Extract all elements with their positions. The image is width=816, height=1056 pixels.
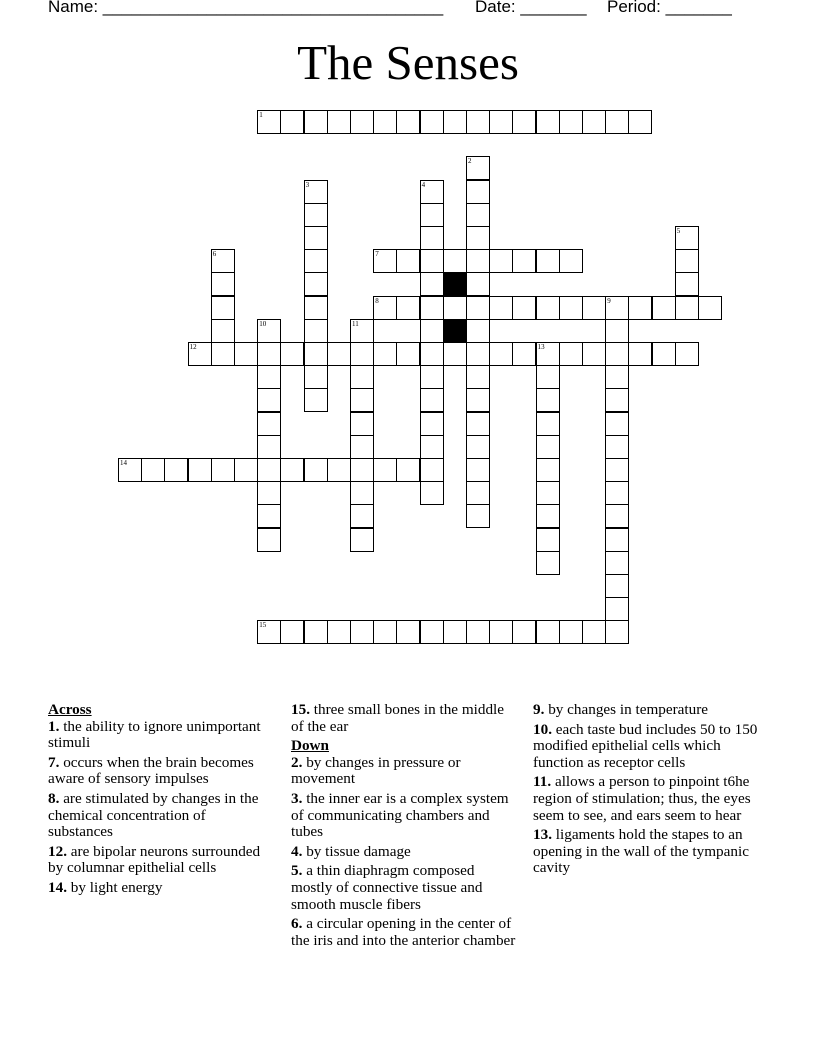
grid-cell[interactable] xyxy=(420,388,444,412)
grid-cell[interactable] xyxy=(466,412,490,436)
grid-cell[interactable] xyxy=(536,481,560,505)
across-heading: Across xyxy=(48,701,92,718)
date-line[interactable]: Date: _______ xyxy=(475,0,587,16)
grid-cell[interactable] xyxy=(536,249,560,273)
grid-cell[interactable] xyxy=(605,110,629,134)
grid-cell[interactable] xyxy=(605,388,629,412)
grid-cell[interactable] xyxy=(536,365,560,389)
grid-cell[interactable] xyxy=(675,342,699,366)
clue-number: 2 xyxy=(468,157,472,166)
grid-cell[interactable] xyxy=(373,458,397,482)
grid-cell[interactable] xyxy=(304,620,328,644)
grid-cell[interactable] xyxy=(466,156,490,180)
grid-cell[interactable] xyxy=(628,342,652,366)
grid-cell[interactable] xyxy=(211,458,235,482)
grid-cell[interactable] xyxy=(582,296,606,320)
grid-cell[interactable] xyxy=(373,342,397,366)
grid-cell[interactable] xyxy=(443,620,467,644)
grid-cell[interactable] xyxy=(466,272,490,296)
grid-cell[interactable] xyxy=(211,249,235,273)
grid-cell[interactable] xyxy=(466,458,490,482)
grid-cell[interactable] xyxy=(350,458,374,482)
grid-cell[interactable] xyxy=(512,342,536,366)
grid-cell[interactable] xyxy=(350,620,374,644)
grid-cell[interactable] xyxy=(466,226,490,250)
grid-cell[interactable] xyxy=(420,226,444,250)
grid-cell[interactable] xyxy=(396,342,420,366)
grid-cell[interactable] xyxy=(211,319,235,343)
grid-cell[interactable] xyxy=(188,342,212,366)
grid-cell[interactable] xyxy=(257,528,281,552)
grid-cell[interactable] xyxy=(675,249,699,273)
page-title: The Senses xyxy=(297,35,519,90)
grid-cell[interactable] xyxy=(466,249,490,273)
grid-cell[interactable] xyxy=(605,412,629,436)
grid-cell[interactable] xyxy=(536,551,560,575)
grid-cell[interactable] xyxy=(304,388,328,412)
clue-number: 4 xyxy=(421,180,426,189)
grid-cell[interactable] xyxy=(443,342,467,366)
blocked-cell xyxy=(443,319,467,343)
clue-down-4: 4. by tissue damage xyxy=(291,842,411,860)
grid-cell[interactable] xyxy=(373,620,397,644)
clue-number: 11 xyxy=(352,319,359,328)
grid-cell[interactable] xyxy=(605,620,629,644)
grid-cell[interactable] xyxy=(559,620,583,644)
grid-cell[interactable] xyxy=(304,203,328,227)
grid-cell[interactable] xyxy=(396,249,420,273)
grid-cell[interactable] xyxy=(536,110,560,134)
grid-cell[interactable] xyxy=(327,342,351,366)
grid-cell[interactable] xyxy=(652,342,676,366)
grid-cell[interactable] xyxy=(489,620,513,644)
grid-cell[interactable] xyxy=(652,296,676,320)
grid-cell[interactable] xyxy=(675,296,699,320)
grid-cell[interactable] xyxy=(443,110,467,134)
grid-cell[interactable] xyxy=(164,458,188,482)
clue-number: 1 xyxy=(259,111,263,119)
grid-cell[interactable] xyxy=(605,458,629,482)
grid-cell[interactable] xyxy=(350,342,374,366)
grid-cell[interactable] xyxy=(304,272,328,296)
clue-across-8: 8. are stimulated by changes in the chemical concentration of substances xyxy=(48,789,259,841)
grid-cell[interactable] xyxy=(466,110,490,134)
grid-cell[interactable] xyxy=(420,110,444,134)
clue-down-6: 6. a circular opening in the center of the iris and into the anterior chamber xyxy=(291,915,516,949)
grid-cell[interactable] xyxy=(559,249,583,273)
grid-cell[interactable] xyxy=(559,342,583,366)
grid-cell[interactable] xyxy=(257,319,281,343)
grid-cell[interactable] xyxy=(675,226,699,250)
grid-cell[interactable] xyxy=(373,296,397,320)
name-line[interactable]: Name: ____________________________________ xyxy=(48,0,444,16)
clue-number: 13 xyxy=(537,343,545,351)
grid-cell[interactable] xyxy=(420,319,444,343)
grid-cell[interactable] xyxy=(257,435,281,459)
grid-cell[interactable] xyxy=(536,342,560,366)
grid-cell[interactable] xyxy=(396,296,420,320)
grid-cell[interactable] xyxy=(350,319,374,343)
grid-cell[interactable] xyxy=(118,458,142,482)
period-line[interactable]: Period: _______ xyxy=(607,0,732,16)
grid-cell[interactable] xyxy=(466,388,490,412)
grid-cell[interactable] xyxy=(350,528,374,552)
grid-cell[interactable] xyxy=(605,504,629,528)
grid-cell[interactable] xyxy=(605,551,629,575)
grid-cell[interactable] xyxy=(304,180,328,204)
clue-number: 15 xyxy=(259,621,267,630)
grid-cell[interactable] xyxy=(466,203,490,227)
grid-cell[interactable] xyxy=(420,620,444,644)
grid-cell[interactable] xyxy=(489,249,513,273)
grid-cell[interactable] xyxy=(512,296,536,320)
clue-number: 12 xyxy=(189,343,197,351)
down-heading: Down xyxy=(291,737,329,755)
clues-column-2 xyxy=(291,702,516,952)
grid-cell[interactable] xyxy=(536,528,560,552)
grid-cell[interactable] xyxy=(327,458,351,482)
grid-cell[interactable] xyxy=(304,458,328,482)
grid-cell[interactable] xyxy=(512,110,536,134)
grid-cell[interactable] xyxy=(536,620,560,644)
grid-cell[interactable] xyxy=(466,296,490,320)
grid-cell[interactable] xyxy=(466,365,490,389)
grid-cell[interactable] xyxy=(420,481,444,505)
grid-cell[interactable] xyxy=(420,249,444,273)
grid-cell[interactable] xyxy=(257,365,281,389)
grid-cell[interactable] xyxy=(466,435,490,459)
grid-cell[interactable] xyxy=(257,504,281,528)
grid-cell[interactable] xyxy=(350,365,374,389)
grid-cell[interactable] xyxy=(396,458,420,482)
grid-cell[interactable] xyxy=(536,458,560,482)
grid-cell[interactable] xyxy=(420,180,444,204)
clue-across-15: 15. three small bones in the middle of the ear xyxy=(291,701,505,735)
grid-cell[interactable] xyxy=(536,296,560,320)
grid-cell[interactable] xyxy=(350,388,374,412)
grid-cell[interactable] xyxy=(280,458,304,482)
grid-cell[interactable] xyxy=(536,435,560,459)
clue-number: 14 xyxy=(120,459,127,467)
grid-cell[interactable] xyxy=(536,504,560,528)
grid-cell[interactable] xyxy=(489,296,513,320)
clue-number: 7 xyxy=(375,250,379,259)
clue-down-9: 9. by changes in temperature xyxy=(533,701,709,718)
grid-cell[interactable] xyxy=(373,110,397,134)
grid-cell[interactable] xyxy=(234,342,258,366)
grid-cell[interactable] xyxy=(536,412,560,436)
grid-cell[interactable] xyxy=(698,296,722,320)
grid-cell[interactable] xyxy=(420,458,444,482)
grid-cell[interactable] xyxy=(141,458,165,482)
grid-cell[interactable] xyxy=(628,110,652,134)
clue-down-5: 5. a thin diaphragm composed mostly of connective tissue and smooth muscle fibers xyxy=(291,862,483,913)
grid-cell[interactable] xyxy=(605,481,629,505)
clue-number: 6 xyxy=(212,250,217,259)
grid-cell[interactable] xyxy=(582,110,606,134)
grid-cell[interactable] xyxy=(420,203,444,227)
grid-cell[interactable] xyxy=(605,528,629,552)
grid-cell[interactable] xyxy=(257,481,281,505)
clue-down-3: 3. the inner ear is a complex system of communicating chambers and tubes xyxy=(291,789,509,841)
grid-cell[interactable] xyxy=(257,412,281,436)
grid-cell[interactable] xyxy=(605,342,629,366)
grid-cell[interactable] xyxy=(536,388,560,412)
clue-number: 3 xyxy=(305,180,310,189)
grid-cell[interactable] xyxy=(211,342,235,366)
grid-cell[interactable] xyxy=(420,435,444,459)
grid-cell[interactable] xyxy=(512,249,536,273)
grid-cell[interactable] xyxy=(605,319,629,343)
grid-cell[interactable] xyxy=(420,412,444,436)
grid-cell[interactable] xyxy=(327,620,351,644)
clue-across-12: 12. are bipolar neurons surrounded by columnar epithelial cells xyxy=(48,842,261,877)
clues-column-1 xyxy=(48,702,273,900)
grid-cell[interactable] xyxy=(257,458,281,482)
clue-number: 10 xyxy=(259,319,267,328)
grid-cell[interactable] xyxy=(628,296,652,320)
grid-cell[interactable] xyxy=(304,296,328,320)
clue-across-7: 7. occurs when the brain becomes aware of sensory impulses xyxy=(48,753,254,788)
grid-cell[interactable] xyxy=(466,504,490,528)
grid-cell[interactable] xyxy=(605,296,629,320)
grid-cell[interactable] xyxy=(582,342,606,366)
grid-cell[interactable] xyxy=(466,620,490,644)
grid-cell[interactable] xyxy=(605,574,629,598)
clue-across-14: 14. by light energy xyxy=(48,878,163,896)
grid-cell[interactable] xyxy=(559,110,583,134)
grid-cell[interactable] xyxy=(420,296,444,320)
grid-cell[interactable] xyxy=(304,365,328,389)
grid-cell[interactable] xyxy=(675,272,699,296)
grid-cell[interactable] xyxy=(466,180,490,204)
grid-cell[interactable] xyxy=(466,481,490,505)
grid-cell[interactable] xyxy=(257,388,281,412)
grid-cell[interactable] xyxy=(443,296,467,320)
grid-cell[interactable] xyxy=(489,110,513,134)
grid-cell[interactable] xyxy=(304,319,328,343)
grid-cell[interactable] xyxy=(466,319,490,343)
clue-down-10: 10. each taste bud includes 50 to 150 modified epithelial cells which function as receptor cells xyxy=(533,720,758,771)
grid-cell[interactable] xyxy=(605,435,629,459)
clues-column-3 xyxy=(533,702,768,880)
grid-cell[interactable] xyxy=(512,620,536,644)
clue-number: 8 xyxy=(375,296,379,305)
grid-cell[interactable] xyxy=(350,504,374,528)
grid-cell[interactable] xyxy=(304,342,328,366)
grid-cell[interactable] xyxy=(234,458,258,482)
grid-cell[interactable] xyxy=(350,435,374,459)
grid-cell[interactable] xyxy=(257,110,281,134)
clue-across-1: 1. the ability to ignore unimportant stimuli xyxy=(48,717,261,752)
grid-cell[interactable] xyxy=(257,342,281,366)
grid-cell[interactable] xyxy=(211,296,235,320)
grid-cell[interactable] xyxy=(489,342,513,366)
grid-cell[interactable] xyxy=(582,620,606,644)
clue-down-13: 13. ligaments hold the stapes to an opening in the wall of the tympanic cavity xyxy=(533,826,749,877)
grid-cell[interactable] xyxy=(257,620,281,644)
grid-cell[interactable] xyxy=(211,272,235,296)
grid-cell[interactable] xyxy=(420,365,444,389)
grid-cell[interactable] xyxy=(280,110,304,134)
clue-number: 5 xyxy=(676,227,681,235)
grid-cell[interactable] xyxy=(304,226,328,250)
grid-cell[interactable] xyxy=(420,272,444,296)
grid-cell[interactable] xyxy=(280,342,304,366)
clue-down-2: 2. by changes in pressure or movement xyxy=(291,753,461,788)
grid-cell[interactable] xyxy=(304,110,328,134)
grid-cell[interactable] xyxy=(350,481,374,505)
grid-cell[interactable] xyxy=(304,249,328,273)
grid-cell[interactable] xyxy=(350,412,374,436)
grid-cell[interactable] xyxy=(280,620,304,644)
blocked-cell xyxy=(443,272,467,296)
grid-cell[interactable] xyxy=(605,597,629,621)
grid-cell[interactable] xyxy=(396,620,420,644)
grid-cell[interactable] xyxy=(443,249,467,273)
grid-cell[interactable] xyxy=(466,342,490,366)
grid-cell[interactable] xyxy=(605,365,629,389)
grid-cell[interactable] xyxy=(350,110,374,134)
grid-cell[interactable] xyxy=(559,296,583,320)
grid-cell[interactable] xyxy=(327,110,351,134)
grid-cell[interactable] xyxy=(373,249,397,273)
grid-cell[interactable] xyxy=(396,110,420,134)
clue-down-11: 11. allows a person to pinpoint t6he region of stimulation; thus, the eyes seem to see, and ears seem to hear xyxy=(533,773,751,824)
grid-cell[interactable] xyxy=(188,458,212,482)
grid-cell[interactable] xyxy=(420,342,444,366)
clue-number: 9 xyxy=(607,296,611,305)
